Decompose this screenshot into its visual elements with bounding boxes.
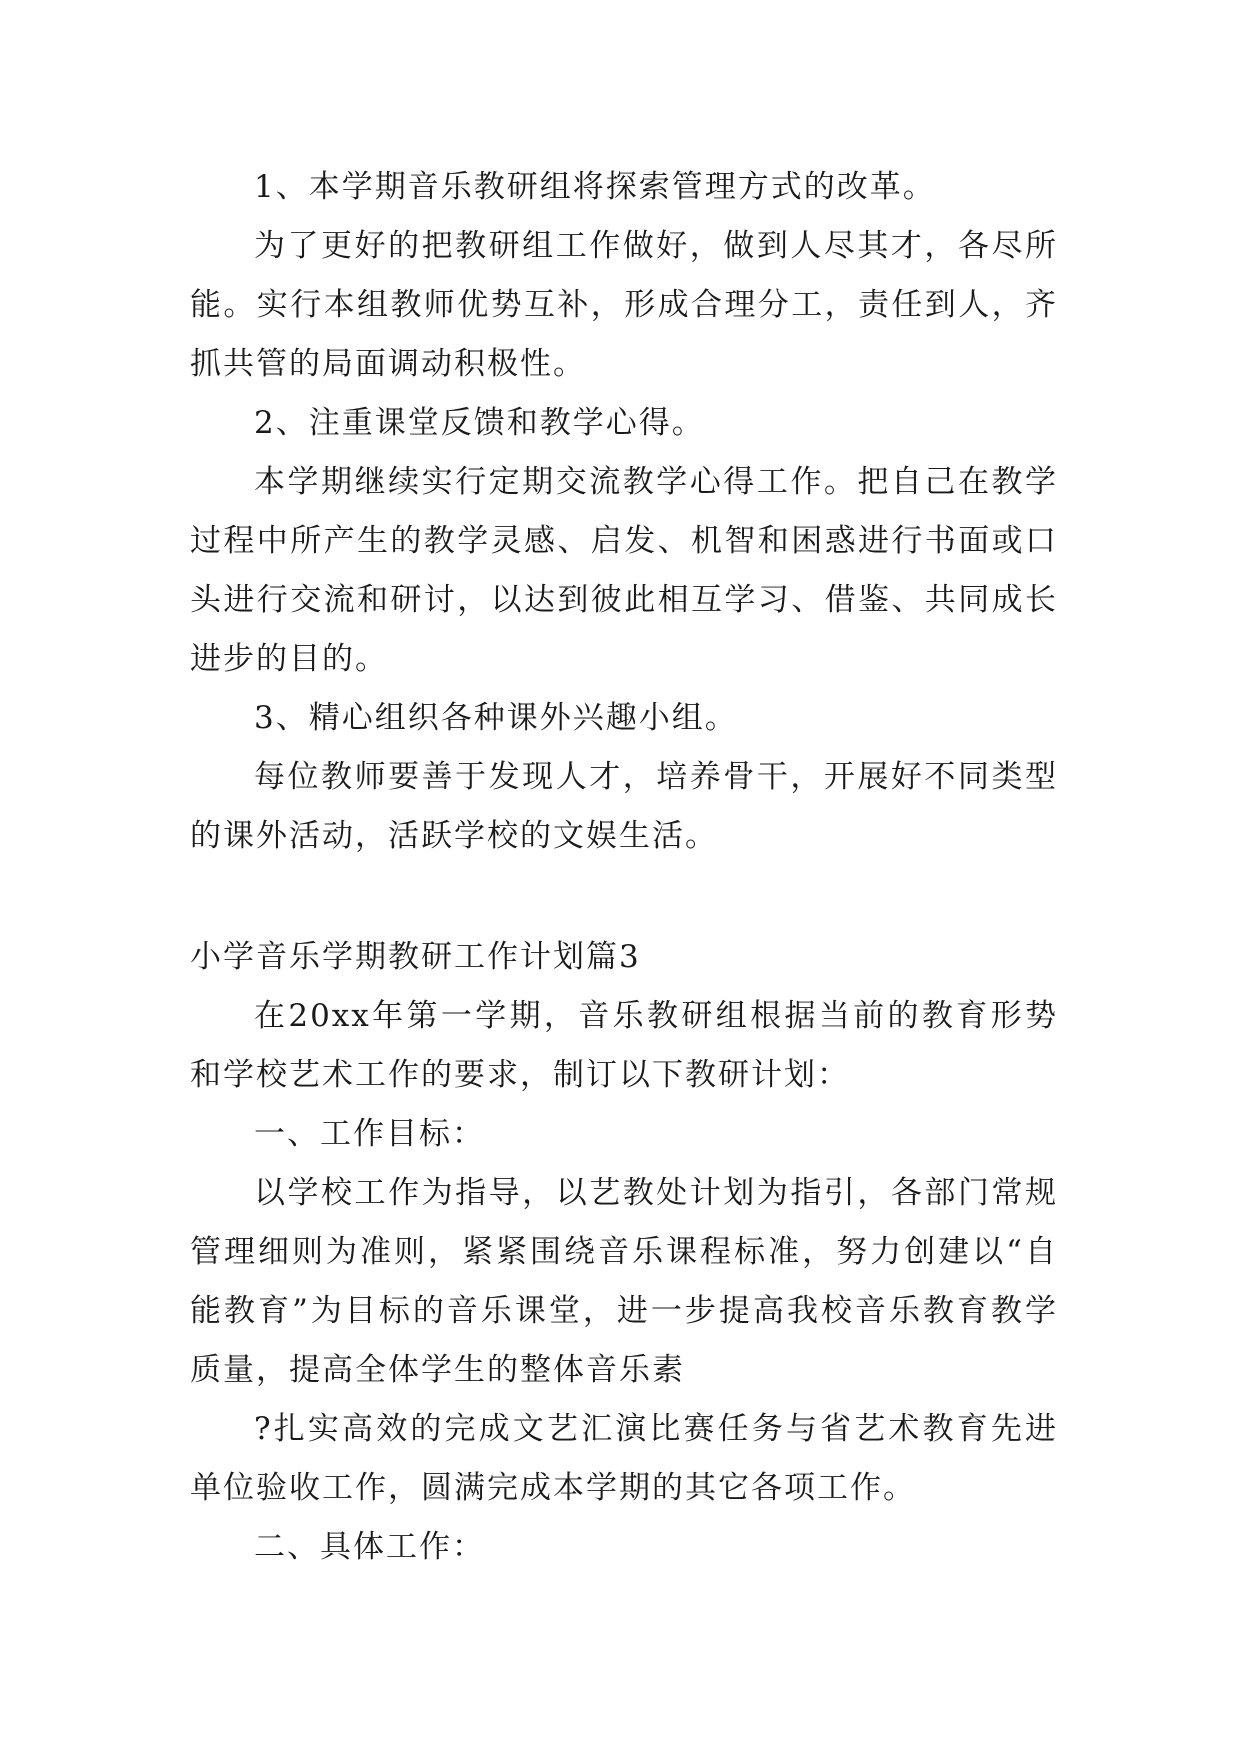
paragraph-intro: 在20xx年第一学期，音乐教研组根据当前的教育形势和学校艺术工作的要求，制订以下教研计划：: [190, 998, 1058, 1093]
paragraph-goals-heading: 一、工作目标：: [254, 1116, 485, 1152]
paragraph-management-reform: 为了更好的把教研组工作做好，做到人尽其才，各尽所能。实行本组教师优势互补，形成合理分工，责任到人，齐抓共管的局面调动积极性。: [190, 228, 1058, 382]
paragraph-item-2-heading: 2、注重课堂反馈和教学心得。: [254, 405, 705, 441]
paragraph-goals-continued: ?扎实高效的完成文艺汇演比赛任务与省艺术教育先进单位验收工作，圆满完成本学期的其它各项工作。: [190, 1411, 1058, 1506]
paragraph-interest-groups: 每位教师要善于发现人才，培养骨干，开展好不同类型的课外活动，活跃学校的文娱生活。: [190, 759, 1058, 854]
document-page: [190, 158, 1058, 1577]
paragraph-teaching-experience: 本学期继续实行定期交流教学心得工作。把自己在教学过程中所产生的教学灵感、启发、机智和困惑进行书面或口头进行交流和研讨，以达到彼此相互学习、借鉴、共同成长进步的目的。: [190, 464, 1058, 677]
paragraph-item-1-heading: 1、本学期音乐教研组将探索管理方式的改革。: [254, 169, 936, 205]
paragraph-item-3-heading: 3、精心组织各种课外兴趣小组。: [254, 700, 738, 736]
section-title: 小学音乐学期教研工作计划篇3: [190, 939, 641, 975]
paragraph-specific-work-heading: 二、具体工作：: [254, 1529, 485, 1565]
paragraph-goals-body: 以学校工作为指导，以艺教处计划为指引，各部门常规管理细则为准则，紧紧围绕音乐课程标准，努力创建以“自能教育”为目标的音乐课堂，进一步提高我校音乐教育教学质量，提高全体学生的整体音乐素: [190, 1175, 1058, 1388]
section-spacer: [190, 866, 1058, 928]
